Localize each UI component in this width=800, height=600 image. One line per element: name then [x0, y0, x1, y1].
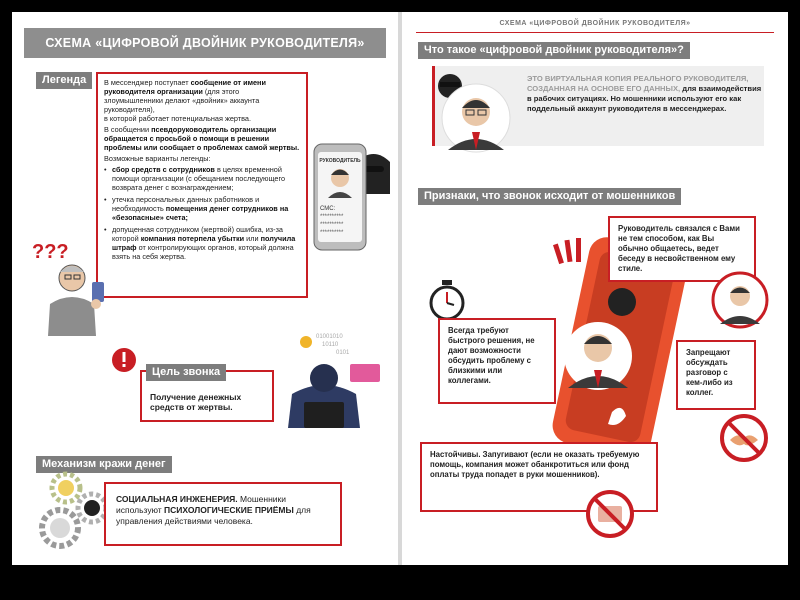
svg-text:**********: **********: [320, 214, 344, 220]
page-title: СХЕМА «ЦИФРОВОЙ ДВОЙНИК РУКОВОДИТЕЛЯ»: [24, 28, 386, 58]
mechanism-label: Механизм кражи денег: [36, 456, 172, 473]
phone-hacker-icon: [308, 140, 394, 258]
hacker-laptop-icon: [276, 328, 386, 432]
running-header: СХЕМА «ЦИФРОВОЙ ДВОЙНИК РУКОВОДИТЕЛЯ»: [499, 20, 691, 27]
sign-box-3: Запрещают обсуждать разговор с кем-либо из коллег.: [676, 340, 756, 410]
right-page: [402, 12, 788, 565]
what-label: Что такое «цифровой двойник руководителя»?: [418, 42, 690, 59]
legend-item: • допущенная сотрудником (жертвой) ошибка, из-за которой компания потерпела убытки или получила штраф от контролирующих органов, который должна взять на себя жертва.: [104, 225, 300, 261]
sign-box-4: Настойчивы. Запугивают (если не оказать требуемую помощь, компания может обанкротиться или фонд оплаты труда попадет в руки мошенников).: [420, 442, 658, 512]
warning-icon: [110, 346, 138, 374]
leader-avatar-icon: [426, 66, 518, 158]
svg-text:СМС:: СМС:: [320, 206, 336, 212]
leader-circle-icon: [710, 270, 770, 330]
svg-text:**********: **********: [320, 230, 344, 236]
svg-text:0101: 0101: [336, 350, 350, 356]
goal-box: Получение денежных средств от жертвы.: [140, 370, 274, 422]
what-box: ЭТО ВИРТУАЛЬНАЯ КОПИЯ РЕАЛЬНОГО РУКОВОДИТЕЛЯ, СОЗДАННАЯ НА ОСНОВЕ ЕГО ДАННЫХ, для взаимодействия в рабочих ситуациях. Но мошенники используют его как поддельный аккаунт руководителя в мессенджерах.: [432, 66, 764, 146]
legend-item: • утечка персональных данных работников и необходимость помещения денег сотрудников на «безопасные» счета;: [104, 195, 300, 222]
no-money-icon: [584, 488, 636, 540]
svg-text:???: ???: [32, 241, 69, 263]
stopwatch-icon: [426, 278, 468, 322]
social-engineering-box: СОЦИАЛЬНАЯ ИНЖЕНЕРИЯ. Мошенники используют ПСИХОЛОГИЧЕСКИЕ ПРИЁМЫ для управления действиями человека.: [104, 482, 342, 546]
svg-text:10110: 10110: [322, 342, 339, 348]
svg-text:РУКОВОДИТЕЛЬ: РУКОВОДИТЕЛЬ: [319, 158, 361, 164]
left-page: [12, 12, 398, 565]
svg-text:01001010: 01001010: [316, 334, 343, 340]
confused-man-icon: [26, 238, 118, 338]
legend-box: В мессенджер поступает сообщение от имени руководителя организации (для этого злоумышленники делают «двойник» аккаунта руководителя), в которой работает потенциальная жертва. В сообщении псевдоруководитель организации обращается с просьбой о помощи в решении проблемы или сообщает о проблемах самой жертвы. Возможные варианты легенды: • сбор средств с сотрудников в целях временной помощи организации (с обещанием последующего возврата денег с вознаграждением; • утечка персональных данных работников и необходимость помещения денег сотрудников на «безопасные» счета; • допущенная сотрудником (жертвой) ошибка, из-за которой компания потерпела убытки или получила штраф от контролирующих органов, который должна взять на себя жертва.: [96, 72, 308, 298]
sign-box-2: Всегда требуют быстрого решения, не дают возможности обсудить проблему с близкими или коллегами.: [438, 318, 556, 404]
goal-label: Цель звонка: [146, 364, 226, 381]
legend-item: • сбор средств с сотрудников в целях временной помощи организации (с обещанием последующего возврата денег с вознаграждением;: [104, 165, 300, 192]
signs-label: Признаки, что звонок исходит от мошенников: [418, 188, 681, 205]
svg-text:**********: **********: [320, 222, 344, 228]
no-handshake-icon: [718, 412, 770, 464]
header-rule: [416, 32, 774, 33]
sign-box-1: Руководитель связался с Вами не тем способом, как Вы обычно общаетесь, ведет беседу в несвойственном ему стиле.: [608, 216, 756, 282]
legend-label: Легенда: [36, 72, 92, 89]
alert-lines-icon: [552, 236, 588, 270]
